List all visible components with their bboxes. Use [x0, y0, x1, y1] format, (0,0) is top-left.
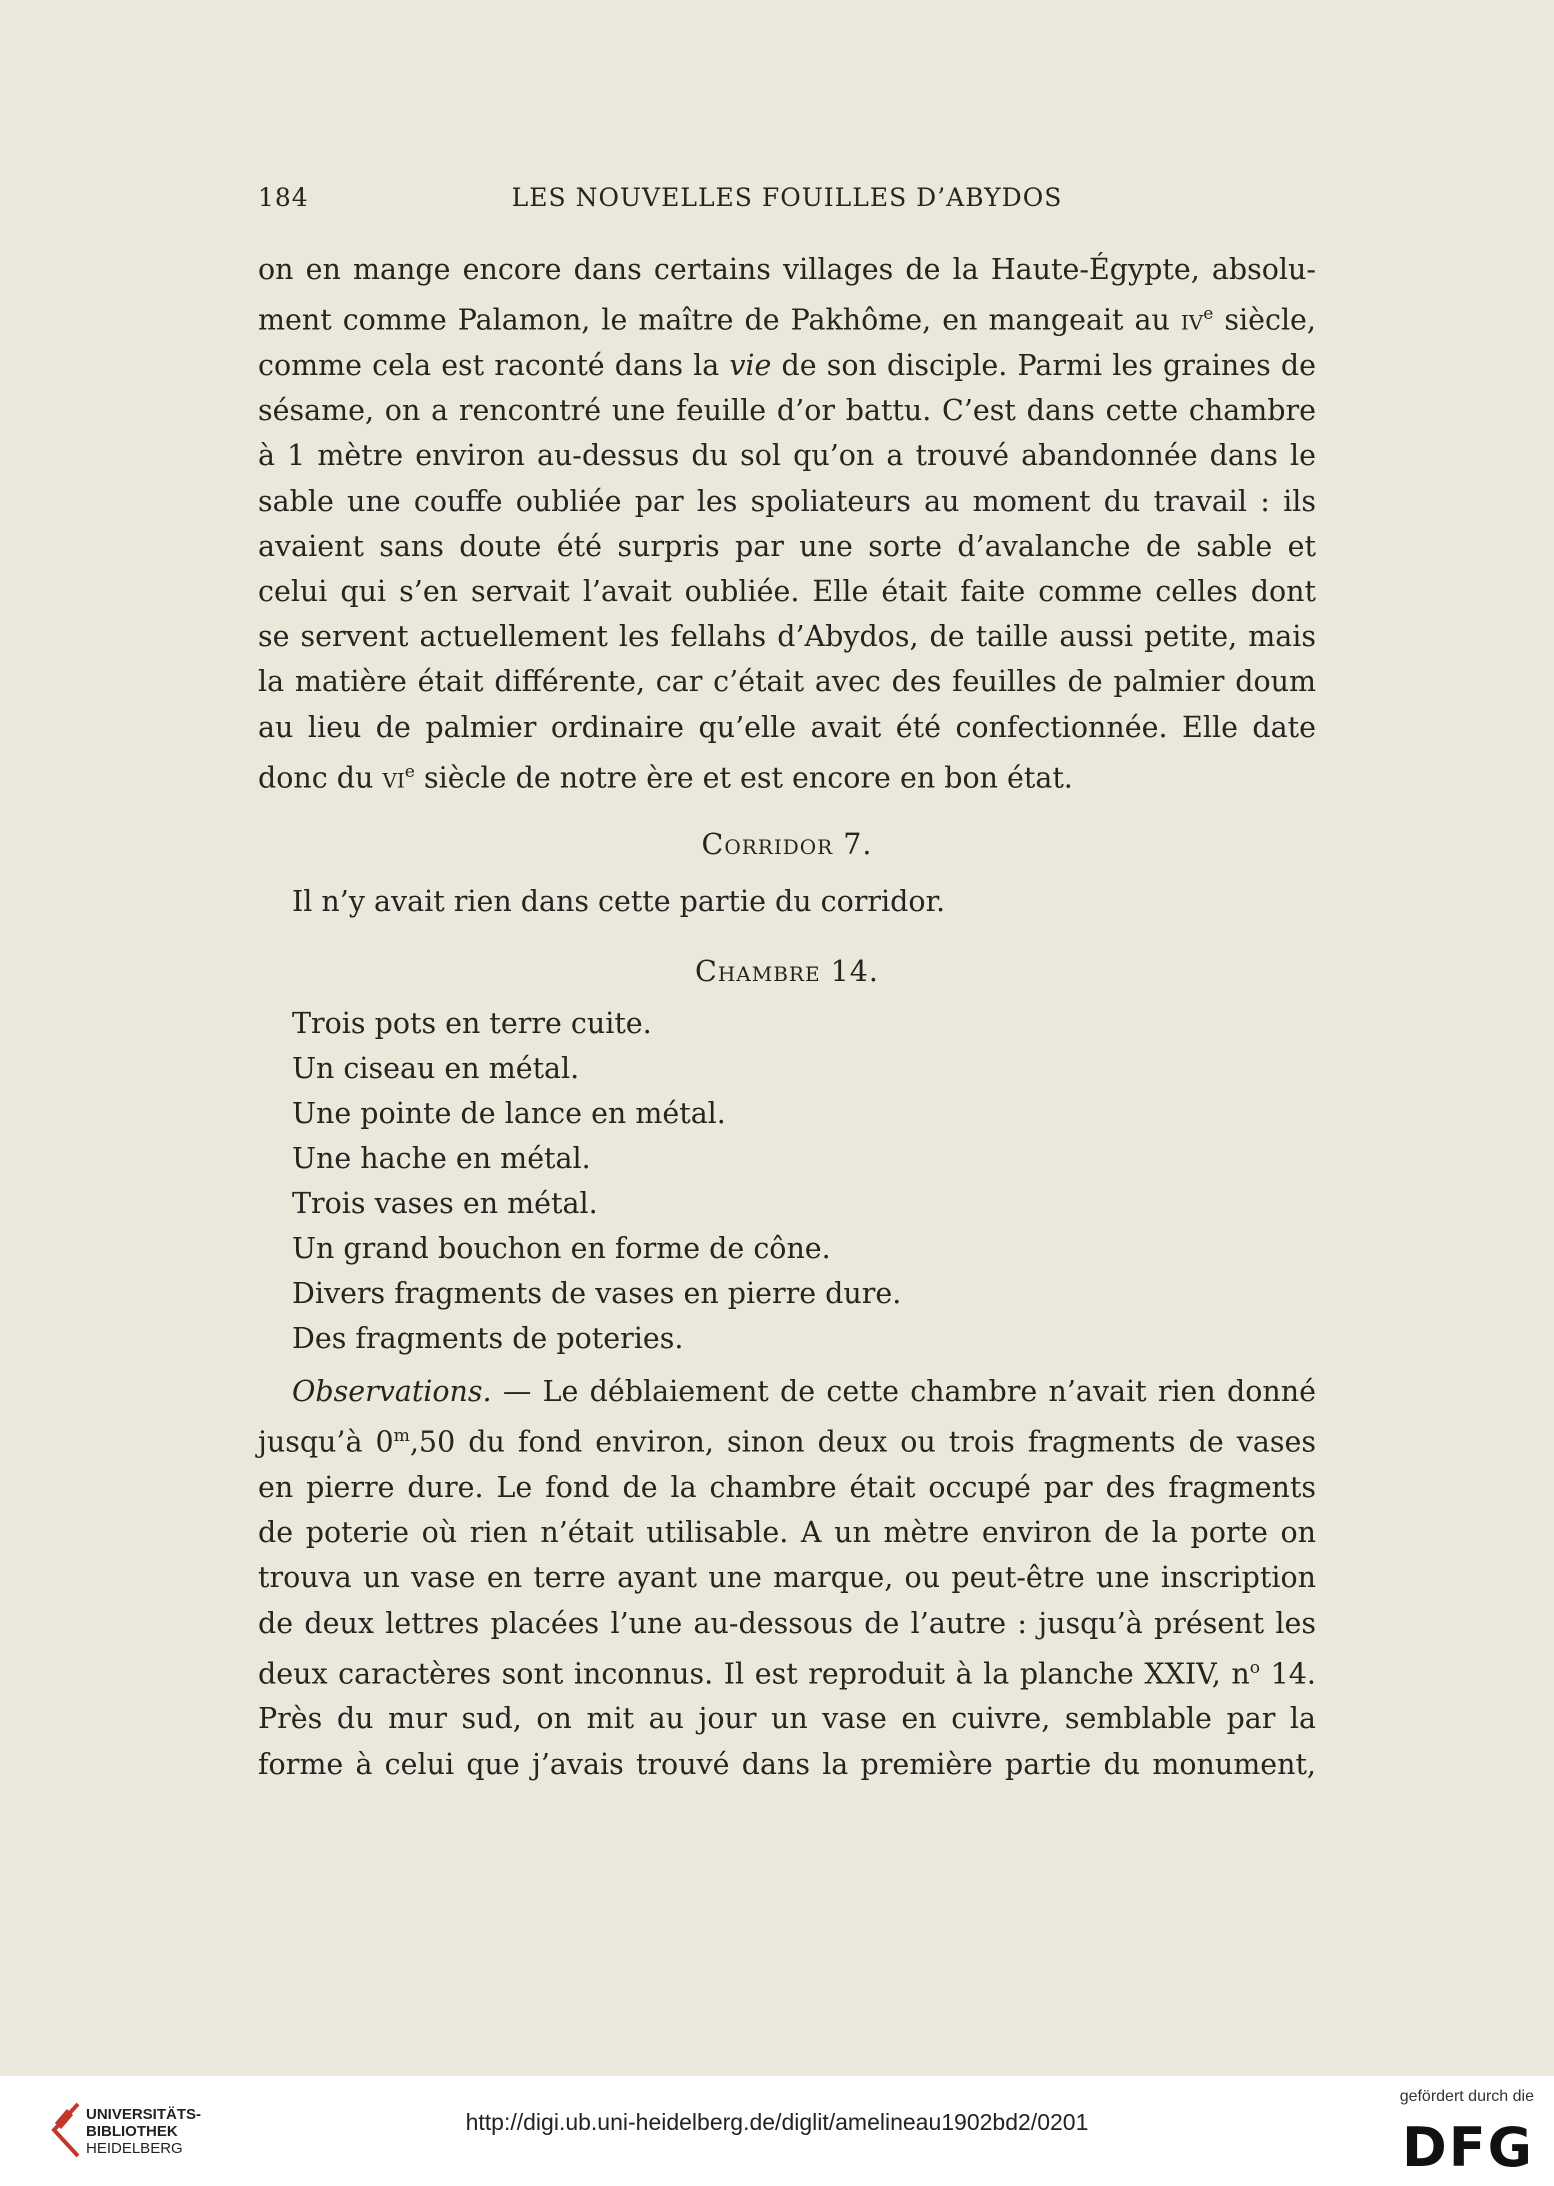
- digitization-footer: [0, 2076, 1554, 2186]
- text-line: deux caractères sont inconnus. Il est reproduit à la planche XXIV, $n^o$ 14.: [258, 1657, 1316, 1691]
- text-line: sésame, on a rencontré une feuille d’or battu. C’est dans cette chambre: [258, 394, 1316, 428]
- observations-label: Observations.: [292, 1375, 492, 1408]
- list-item: Une hache en métal.: [292, 1142, 591, 1175]
- text-line: celui qui s’en servait l’avait oubliée. Elle était faite comme celles dont: [258, 574, 1316, 608]
- text-line: jusqu’à 0$^m$,50 du fond environ, sinon deux ou trois fragments de vases: [258, 1425, 1316, 1459]
- text-line: Près du mur sud, on mit au jour un vase en cuivre, semblable par la: [258, 1702, 1316, 1736]
- text-line: donc du $vi^e$ siècle de notre ère et est encore en bon état.: [258, 761, 1073, 795]
- list-item: Une pointe de lance en métal.: [292, 1097, 726, 1130]
- text-line: Observations. — Le déblaiement de cette chambre n’avait rien donné: [292, 1375, 1316, 1408]
- list-item: Des fragments de poteries.: [292, 1322, 684, 1355]
- paragraph-observations: [258, 1369, 1316, 1787]
- funded-by-text: gefördert durch die: [1399, 2088, 1534, 2105]
- corridor-text: Il n’y avait rien dans cette partie du corridor.: [292, 885, 946, 918]
- list-item: Divers fragments de vases en pierre dure.: [292, 1277, 902, 1310]
- page-number: 184: [258, 183, 309, 212]
- paragraph-couffe: [258, 247, 1316, 800]
- text-line: trouva un vase en terre ayant une marque, ou peut-être une inscription: [258, 1561, 1316, 1595]
- text-line: de deux lettres placées l’une au-dessous de l’autre : jusqu’à présent les: [258, 1606, 1316, 1640]
- text-line: de poterie où rien n’était utilisable. A un mètre environ de la porte on: [258, 1516, 1316, 1550]
- text-line: se servent actuellement les fellahs d’Abydos, de taille aussi petite, mais: [258, 620, 1316, 654]
- text-line: avaient sans doute été surpris par une sorte d’avalanche de sable et: [258, 529, 1316, 563]
- list-item: Trois vases en métal.: [292, 1187, 598, 1220]
- running-title: LES NOUVELLES FOUILLES D’ABYDOS: [511, 183, 1063, 212]
- text-line: en pierre dure. Le fond de la chambre était occupé par des fragments: [258, 1470, 1316, 1504]
- library-name: UNIVERSITÄTS- BIBLIOTHEK HEIDELBERG: [86, 2106, 202, 2157]
- text-line: à 1 mètre environ au-dessus du sol qu’on a trouvé abandonnée dans le: [258, 439, 1316, 473]
- dfg-logo: DFG: [1401, 2116, 1534, 2179]
- source-url-link[interactable]: http://digi.ub.uni-heidelberg.de/diglit/amelineau1902bd2/0201: [465, 2109, 1089, 2135]
- list-item: Un grand bouchon en forme de cône.: [292, 1232, 831, 1265]
- text-line: ment comme Palamon, le maître de Pakhôme, en mangeait au $iv^e$ siècle,: [258, 303, 1316, 337]
- running-header: [258, 183, 1316, 223]
- section-heading-chambre: Chambre 14.: [695, 955, 879, 988]
- text-line: sable une couffe oubliée par les spoliateurs au moment du travail : ils: [258, 484, 1316, 518]
- list-item: Un ciseau en métal.: [292, 1052, 580, 1085]
- text-line: au lieu de palmier ordinaire qu’elle avait été confectionnée. Elle date: [258, 710, 1316, 744]
- list-item: Trois pots en terre cuite.: [292, 1007, 652, 1040]
- text-line: on en mange encore dans certains villages de la Haute-Égypte, absolu-: [258, 253, 1316, 286]
- text-line: forme à celui que j’avais trouvé dans la première partie du monument,: [258, 1747, 1316, 1781]
- text-line: comme cela est raconté dans la vie de son disciple. Parmi les graines de: [258, 348, 1316, 382]
- text-line: la matière était différente, car c’était avec des feuilles de palmier doum: [258, 665, 1316, 699]
- section-heading-corridor: Corridor 7.: [701, 828, 873, 861]
